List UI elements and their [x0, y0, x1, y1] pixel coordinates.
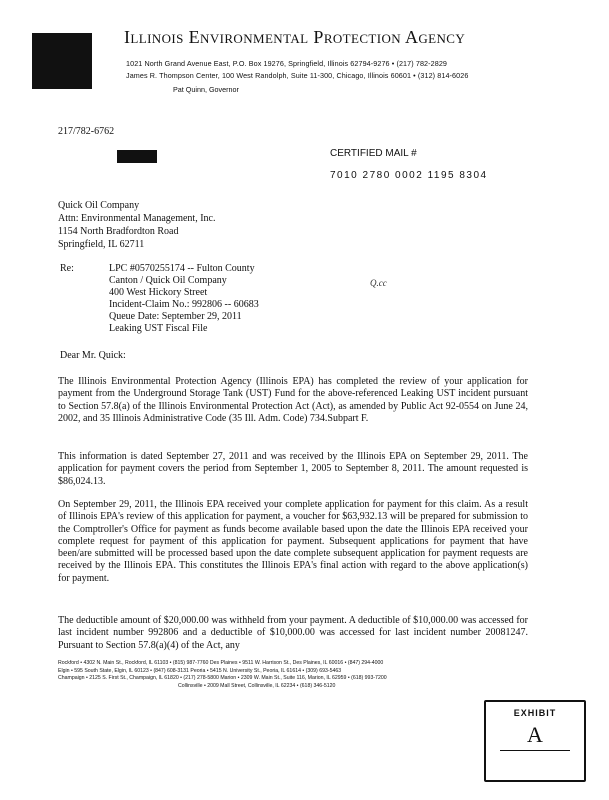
body-paragraph-3: On September 29, 2011, the Illinois EPA received your complete application for payment for this claim. As a result of Illinois EPA's review of this application for payment, a voucher for $63,932.13 will be prepared for submission to the Comptroller's Office for payment as funds become available based upon the date the Illinois EPA received your complete request for payment of this application for payment. Subsequent applications for payment that have been/are submitted will be processed based upon the date complete subsequent application for payment requests are received by the Illinois EPA. This constitutes the Illinois EPA's final action with regard to the above application(s) for payment.	[58, 499, 528, 584]
footer-line: Champaign • 2125 S. First St., Champaign, IL 61820 • (217) 278-5800 Marion • 2309 W. Main St., Suite 116, Marion, IL 62959 • (618) 993-7200	[58, 675, 387, 681]
re-line: Queue Date: September 29, 2011	[109, 311, 242, 322]
footer-line: Elgin • 595 South State, Elgin, IL 60123 • (847) 608-3131 Peoria • 5415 N. University St., Peoria, IL 61614 • (309) 693-5463	[58, 667, 342, 674]
footer-line: Rockford • 4302 N. Main St., Rockford, IL 61103 • (815) 987-7760 Des Plaines • 9511 W. Harrison St., Des Plaines, IL 60016 • (847) 294-4000	[58, 660, 384, 666]
re-line: Canton / Quick Oil Company	[109, 275, 227, 286]
handwritten-note: Q.cc	[370, 278, 387, 288]
footer-line: Collinsville • 2009 Mall Street, Collinsville, IL 62234 • (618) 346-5120	[178, 682, 336, 689]
re-subject-block	[109, 263, 259, 335]
agency-title: Illinois Environmental Protection Agency	[124, 27, 466, 47]
re-line: Incident-Claim No.: 992806 -- 60683	[109, 299, 259, 310]
exhibit-underline	[500, 750, 570, 751]
governor-name: Pat Quinn, Governor	[173, 85, 239, 94]
certified-mail-number: 7010 2780 0002 1195 8304	[330, 170, 488, 181]
letterhead-address-line-1: 1021 North Grand Avenue East, P.O. Box 19276, Springfield, Illinois 62794-9276 • (217) 782-2829	[126, 59, 448, 68]
recipient-line: Springfield, IL 62711	[58, 239, 145, 250]
re-label: Re:	[60, 263, 74, 274]
body-paragraph-1: The Illinois Environmental Protection Agency (Illinois EPA) has completed the review of your application for payment from the Underground Storage Tank (UST) Fund for the above-referenced Leaking UST incident pursuant to Section 57.8(a) of the Illinois Environmental Protection Act (Act), as amended by Public Act 92-0554 on June 24, 2002, and 35 Illinois Administrative Code (35 Ill. Adm. Code) 734.Subpart F.	[58, 376, 528, 424]
recipient-line: Quick Oil Company	[58, 200, 140, 211]
footer-office-addresses	[58, 660, 548, 690]
re-line: Leaking UST Fiscal File	[109, 323, 208, 334]
recipient-line: 1154 North Bradfordton Road	[58, 226, 179, 237]
phone-number: 217/782-6762	[58, 126, 115, 137]
recipient-address	[58, 199, 215, 251]
redaction-bar	[117, 150, 157, 163]
re-line: LPC #0570255174 -- Fulton County	[109, 263, 255, 274]
letterhead-address-line-2: James R. Thompson Center, 100 West Randolph, Suite 11-300, Chicago, Illinois 60601 • (312) 814-6026	[126, 71, 469, 80]
body-paragraph-4: The deductible amount of $20,000.00 was withheld from your payment. A deductible of $10,000.00 was accessed for last incident number 992806 and a deductible of $10,000.00 was accessed for last incident number 20081247. Pursuant to Section 57.8(a)(4) of the Act, any	[58, 615, 528, 651]
recipient-line: Attn: Environmental Management, Inc.	[58, 213, 216, 224]
salutation: Dear Mr. Quick:	[60, 350, 126, 361]
body-paragraph-2: This information is dated September 27, 2011 and was received by the Illinois EPA on September 29, 2011. The application for payment covers the period from September 1, 2005 to September 8, 2011. The amount requested is $86,024.13.	[58, 451, 528, 487]
exhibit-label: EXHIBIT	[513, 708, 557, 718]
exhibit-sticker	[484, 700, 586, 782]
certified-mail-label: CERTIFIED MAIL #	[330, 148, 417, 159]
exhibit-letter: A	[527, 722, 543, 747]
redacted-logo-block	[32, 33, 92, 89]
re-line: 400 West Hickory Street	[109, 287, 208, 298]
